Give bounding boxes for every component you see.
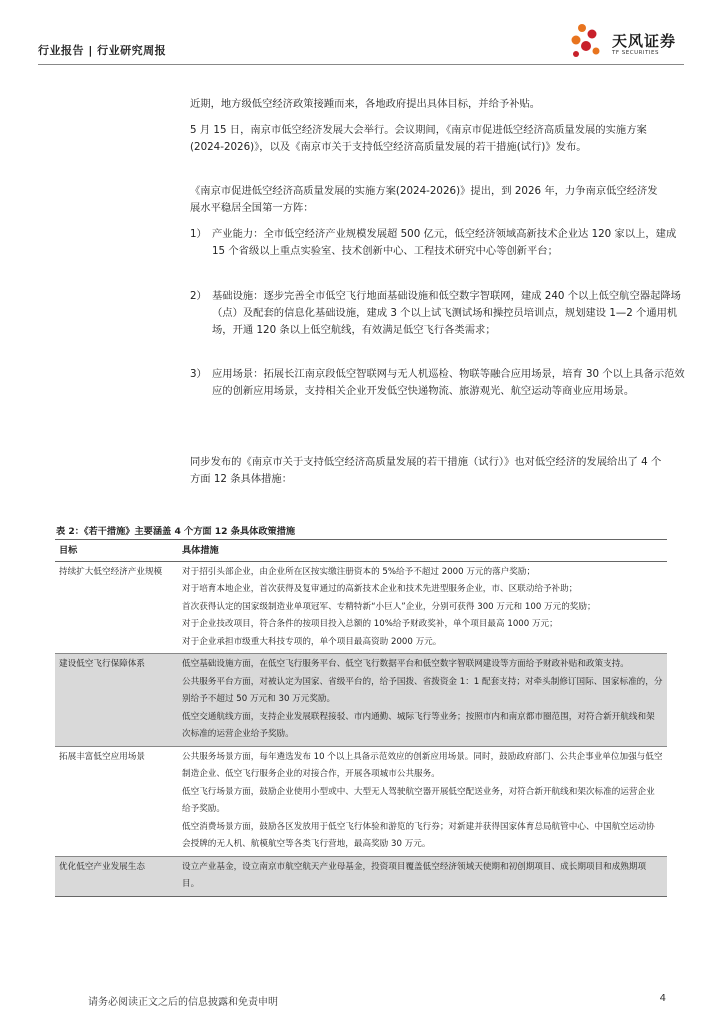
table-row [55,654,667,747]
list-text: 应用场景：拓展长江南京段低空智联网与无人机巡检、物联等融合应用场景，培育 30 个以上具备示范效应的创新应用场景，支持相关企业开发低空快递物流、旅游观光、航空运动等商业应用场景。 [212,368,685,397]
goal-cell: 持续扩大低空经济产业规模 [59,566,163,577]
measure-line: 对于企业技改项目，符合条件的按项目投入总额的 10%给予财政奖补，单个项目最高 1000 万元； [182,619,558,629]
paragraph-plan: 《南京市促进低空经济高质量发展的实施方案(2024-2026)》提出，到 2026 年，力争南京低空经济发展水平稳居全国第一方阵： [190,185,658,214]
measure-line: 低空基础设施方面，在低空飞行服务平台、低空飞行数据平台和低空数字智联网建设等方面给予财政补贴和政策支持。 [182,659,629,669]
table-row [55,561,667,654]
table-caption: 表 2：《若干措施》主要涵盖 4 个方面 12 条具体政策措施 [56,526,296,537]
footer-disclaimer: 请务必阅读正文之后的信息披露和免责申明 [88,997,278,1008]
list-item [190,288,690,339]
goal-cell: 建设低空飞行保障体系 [55,654,178,747]
logo-subtitle: TF SECURITIES [612,50,659,56]
table-header-row [55,540,667,562]
column-header-measures: 具体措施 [178,540,667,562]
table-row [55,746,667,856]
measure-cell [178,561,667,654]
list-number: 1） [190,228,207,240]
measure-line: 对于培育本地企业，首次获得及复审通过的高新技术企业和技术先进型服务企业，市、区联动给予补助； [182,584,578,594]
measure-line: 设立产业基金，设立南京市航空航天产业母基金，投资项目覆盖低空经济领域天使期和初创期项目、成长期项目和成熟期项目。 [182,861,647,889]
paragraph-intro: 近期，地方级低空经济政策接踵而来，各地政府提出具体目标，并给予补贴。 [190,98,541,110]
measure-line: 公共服务平台方面，对被认定为国家、省级平台的，给予国拨、省拨资金 1：1 配套支持；对牵头制修订国际、国家标准的，分别给予不超过 50 万元和 30 万元奖励。 [182,676,663,704]
measure-line: 低空飞行场景方面，鼓励企业使用小型或中、大型无人驾驶航空器开展低空配送业务，对符合新开航线和架次标准的运营企业给予奖励。 [182,786,655,814]
header-divider [38,64,684,65]
table-row [55,856,667,896]
measure-line: 公共服务场景方面，每年遴选发布 10 个以上具备示范效应的创新应用场景。同时，鼓励政府部门、公共企事业单位加强与低空制造企业、低空飞行服务企业的对接合作，开展各项城市公共服务。 [182,751,663,779]
list-text: 产业能力：全市低空经济产业规模发展超 500 亿元，低空经济领域高新技术企业达 120 家以上，建成 15 个省级以上重点实验室、技术创新中心、工程技术研究中心等创新平台； [212,228,677,257]
measure-cell [178,654,667,747]
measure-line: 首次获得认定的国家级制造业单项冠军、专精特新“小巨人”企业，分别可获得 300 万元和 100 万元的奖励； [182,601,596,612]
goal-cell: 优化低空产业发展生态 [55,856,178,896]
report-type-header: 行业报告 | 行业研究周报 [38,44,167,57]
paragraph-conference: 5 月 15 日，南京市低空经济发展大会举行。会议期间，《南京市促进低空经济高质量发展的实施方案(2024-2026)》，以及《南京市关于支持低空经济高质量发展的若干措施(试行)》发布。 [190,124,647,153]
column-header-goal: 目标 [55,540,178,562]
list-text: 基础设施：逐步完善全市低空飞行地面基础设施和低空数字智联网，建成 240 个以上低空航空器起降场（点）及配套的信息化基础设施，建成 3 个以上试飞测试场和操控员培训点，规划建设 1—2 个通用机场，开通 120 条以上低空航线，有效满足低空飞行各类需求； [212,290,681,336]
goal-cell: 拓展丰富低空应用场景 [55,746,178,856]
measure-cell [178,856,667,896]
list-number: 3） [190,368,207,380]
measure-line: 对于企业承担市级重大科技专项的，单个项目最高资助 2000 万元。 [182,636,442,647]
measure-line: 低空消费场景方面，鼓励各区发放用于低空飞行体验和游览的飞行券；对新建并获得国家体育总局航管中心、中国航空运动协会授牌的无人机、航模航空等各类飞行营地，最高奖励 30 万元。 [182,821,655,849]
paragraph-measures-intro: 同步发布的《南京市关于支持低空经济高质量发展的若干措施（试行）》也对低空经济的发展给出了 4 个方面 12 条具体措施： [190,456,662,485]
list-number: 2） [190,290,207,302]
list-item [190,226,690,260]
measure-line: 对于招引头部企业，由企业所在区按实缴注册资本的 5%给予不超过 2000 万元的落户奖励； [182,566,536,577]
page-number: 4 [659,993,666,1004]
list-item [190,366,690,400]
measure-line: 低空交通航线方面，支持企业发展联程接驳、市内通勤、城际飞行等业务；按照市内和南京都市圈范围，对符合新开航线和架次标准的运营企业给予奖励。 [182,711,655,739]
measure-cell [178,746,667,856]
logo-name: 天风证券 [612,32,677,50]
policy-table [55,539,667,897]
